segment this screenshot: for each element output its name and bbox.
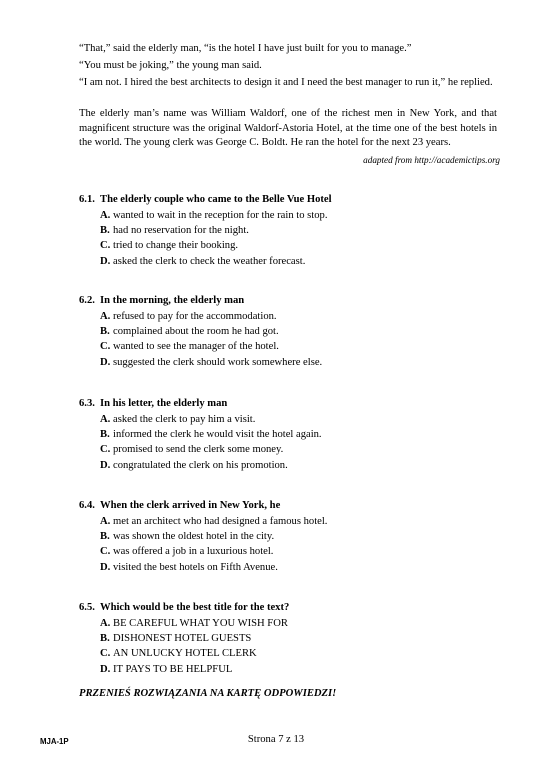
option-text: BE CAREFUL WHAT YOU WISH FOR [113,617,288,629]
question-text: When the clerk arrived in New York, he [100,500,281,511]
option-text: asked the clerk to check the weather forecast. [113,255,306,267]
option-letter: B. [100,632,110,644]
question-stem [79,601,509,616]
answer-option [79,223,509,238]
option-letter: D. [100,459,111,471]
question-6-2 [79,294,509,370]
option-text: asked the clerk to pay him a visit. [113,413,256,425]
option-letter: C. [100,240,111,252]
option-letter: C. [100,444,111,456]
option-letter: C. [100,341,111,353]
option-text: suggested the clerk should work somewhere else. [113,356,323,368]
page-number: Strona 7 z 13 [247,734,305,745]
option-text: DISHONEST HOTEL GUESTS [113,632,252,644]
option-text: AN UNLUCKY HOTEL CLERK [113,648,257,660]
answer-option [79,646,509,661]
question-stem [79,294,509,309]
story-paragraph: “You must be joking,” the young man said. [79,60,262,71]
question-text: In his letter, the elderly man [100,398,228,409]
answer-option [79,309,509,324]
answer-option [79,427,509,442]
question-stem [79,397,509,412]
story-paragraph: The elderly man’s name was William Waldorf, one of the richest men in New York, and that magnificent structure was the original Waldorf-Astoria Hotel, at the time one of the best hotels in the world. The young clerk was George C. Boldt. He ran the hotel for the next 23 years. [79,108,497,148]
story-paragraph: “I am not. I hired the best architects to design it and I need the best manager to run it,” he replied. [79,77,493,88]
answer-option [79,254,509,269]
option-text: promised to send the clerk some money. [113,444,284,456]
option-letter: C. [100,546,111,558]
answer-option [79,442,509,457]
answer-option [79,355,509,370]
question-6-4 [79,499,509,575]
answer-option [79,616,509,631]
question-number: 6.3. [79,398,95,409]
answer-option [79,631,509,646]
question-stem [79,193,509,208]
option-text: was offered a job in a luxurious hotel. [113,546,274,558]
option-letter: D. [100,663,111,675]
exam-code: MJA-1P [40,737,69,746]
option-text: visited the best hotels on Fifth Avenue. [113,561,278,573]
option-letter: B. [100,325,110,337]
option-letter: A. [100,413,111,425]
answer-option [79,208,509,223]
answer-option [79,662,509,677]
option-text: complained about the room he had got. [113,325,279,337]
option-letter: D. [100,561,111,573]
answer-option [79,514,509,529]
question-number: 6.2. [79,295,95,306]
option-letter: D. [100,255,111,267]
transfer-answers-instruction: PRZENIEŚ ROZWIĄZANIA NA KARTĘ ODPOWIEDZI! [79,688,337,699]
option-text: was shown the oldest hotel in the city. [113,530,275,542]
option-letter: D. [100,356,111,368]
option-text: IT PAYS TO BE HELPFUL [113,663,233,675]
question-text: Which would be the best title for the text? [100,602,290,613]
question-6-5 [79,601,509,677]
question-stem [79,499,509,514]
option-letter: B. [100,428,110,440]
option-letter: B. [100,530,110,542]
option-letter: C. [100,648,111,660]
answer-option [79,560,509,575]
option-letter: A. [100,617,111,629]
question-text: The elderly couple who came to the Belle Vue Hotel [100,194,332,205]
answer-option [79,458,509,473]
answer-option [79,544,509,559]
answer-option [79,412,509,427]
question-text: In the morning, the elderly man [100,295,245,306]
option-text: refused to pay for the accommodation. [113,310,277,322]
answer-option [79,324,509,339]
option-text: informed the clerk he would visit the hotel again. [113,428,322,440]
answer-option [79,529,509,544]
option-letter: A. [100,515,111,527]
question-number: 6.4. [79,500,95,511]
option-text: wanted to wait in the reception for the rain to stop. [113,209,328,221]
source-citation: adapted from http://academictips.org [363,155,500,165]
question-number: 6.5. [79,602,95,613]
option-letter: A. [100,310,111,322]
option-letter: B. [100,224,110,236]
answer-option [79,238,509,253]
option-letter: A. [100,209,111,221]
question-6-3 [79,397,509,473]
option-text: tried to change their booking. [113,240,239,252]
option-text: had no reservation for the night. [113,224,249,236]
question-6-1 [79,193,509,269]
option-text: congratulated the clerk on his promotion. [113,459,288,471]
story-paragraph: “That,” said the elderly man, “is the hotel I have just built for you to manage.” [79,43,412,54]
option-text: wanted to see the manager of the hotel. [113,341,279,353]
option-text: met an architect who had designed a famous hotel. [113,515,328,527]
answer-option [79,339,509,354]
question-number: 6.1. [79,194,95,205]
